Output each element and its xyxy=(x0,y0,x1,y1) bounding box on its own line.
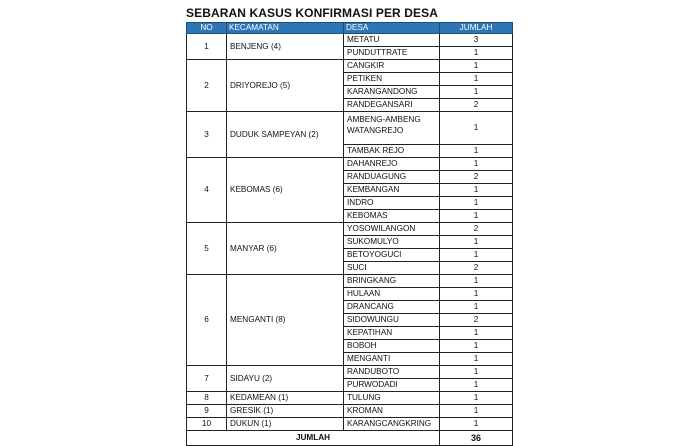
row-jumlah: 1 xyxy=(440,366,513,379)
row-kecamatan: DUKUN (1) xyxy=(227,418,344,431)
row-desa: BOBOH xyxy=(344,340,440,353)
row-desa: CANGKIR xyxy=(344,60,440,73)
row-desa: TAMBAK REJO xyxy=(344,145,440,158)
row-desa: RANDUAGUNG xyxy=(344,171,440,184)
row-desa: SIDOWUNGU xyxy=(344,314,440,327)
row-kecamatan: MANYAR (6) xyxy=(227,223,344,275)
row-desa: BETOYOGUCI xyxy=(344,249,440,262)
row-desa: INDRO xyxy=(344,197,440,210)
row-no: 2 xyxy=(187,60,227,112)
row-jumlah: 1 xyxy=(440,275,513,288)
row-desa: PETIKEN xyxy=(344,73,440,86)
row-jumlah: 1 xyxy=(440,197,513,210)
row-jumlah: 2 xyxy=(440,223,513,236)
row-jumlah: 1 xyxy=(440,60,513,73)
row-no: 3 xyxy=(187,112,227,158)
total-value: 36 xyxy=(440,431,513,446)
row-kecamatan: DUDUK SAMPEYAN (2) xyxy=(227,112,344,158)
row-jumlah: 2 xyxy=(440,171,513,184)
row-desa: KARANGCANGKRING xyxy=(344,418,440,431)
row-desa: METATU xyxy=(344,34,440,47)
row-jumlah: 1 xyxy=(440,379,513,392)
table-header-row xyxy=(187,23,513,34)
row-desa: KARANGANDONG xyxy=(344,86,440,99)
row-jumlah: 1 xyxy=(440,301,513,314)
row-jumlah: 1 xyxy=(440,405,513,418)
row-kecamatan: GRESIK (1) xyxy=(227,405,344,418)
row-no: 6 xyxy=(187,275,227,366)
row-desa: RANDUBOTO xyxy=(344,366,440,379)
row-jumlah: 1 xyxy=(440,353,513,366)
row-jumlah: 1 xyxy=(440,288,513,301)
row-jumlah: 1 xyxy=(440,327,513,340)
row-jumlah: 1 xyxy=(440,210,513,223)
row-jumlah: 1 xyxy=(440,418,513,431)
row-desa: KEMBANGAN xyxy=(344,184,440,197)
row-desa: AMBENG-AMBENG WATANGREJO xyxy=(344,112,440,145)
row-kecamatan: MENGANTI (8) xyxy=(227,275,344,366)
table-body xyxy=(187,34,513,431)
row-desa: MENGANTI xyxy=(344,353,440,366)
row-desa: KROMAN xyxy=(344,405,440,418)
cases-table xyxy=(186,22,513,446)
row-no: 5 xyxy=(187,223,227,275)
table-row xyxy=(187,275,513,288)
row-jumlah: 1 xyxy=(440,112,513,145)
row-jumlah: 2 xyxy=(440,99,513,112)
row-desa: DRANCANG xyxy=(344,301,440,314)
row-desa: PUNDUTTRATE xyxy=(344,47,440,60)
row-jumlah: 1 xyxy=(440,236,513,249)
page-title: SEBARAN KASUS KONFIRMASI PER DESA xyxy=(186,6,438,20)
row-jumlah: 1 xyxy=(440,184,513,197)
header-jumlah: JUMLAH xyxy=(440,23,513,34)
row-desa: SUCI xyxy=(344,262,440,275)
header-no: NO xyxy=(187,23,227,34)
row-jumlah: 1 xyxy=(440,340,513,353)
row-jumlah: 2 xyxy=(440,314,513,327)
row-jumlah: 1 xyxy=(440,73,513,86)
table-row xyxy=(187,366,513,379)
row-desa: KEBOMAS xyxy=(344,210,440,223)
header-kecamatan: KECAMATAN xyxy=(227,23,344,34)
row-kecamatan: KEDAMEAN (1) xyxy=(227,392,344,405)
row-desa: SUKOMULYO xyxy=(344,236,440,249)
row-jumlah: 2 xyxy=(440,262,513,275)
row-desa: PURWODADI xyxy=(344,379,440,392)
row-kecamatan: SIDAYU (2) xyxy=(227,366,344,392)
table-row xyxy=(187,60,513,73)
row-desa: KEPATIHAN xyxy=(344,327,440,340)
row-no: 4 xyxy=(187,158,227,223)
total-label: JUMLAH xyxy=(187,431,440,446)
table-row xyxy=(187,223,513,236)
table-row xyxy=(187,405,513,418)
row-jumlah: 1 xyxy=(440,158,513,171)
row-jumlah: 1 xyxy=(440,392,513,405)
row-desa: BRINGKANG xyxy=(344,275,440,288)
table-row xyxy=(187,34,513,47)
total-row xyxy=(187,431,513,446)
table-row xyxy=(187,158,513,171)
row-jumlah: 3 xyxy=(440,34,513,47)
row-kecamatan: DRIYOREJO (5) xyxy=(227,60,344,112)
row-desa: RANDEGANSARI xyxy=(344,99,440,112)
table-row xyxy=(187,112,513,145)
row-jumlah: 1 xyxy=(440,47,513,60)
row-desa: YOSOWILANGON xyxy=(344,223,440,236)
table-row xyxy=(187,418,513,431)
row-no: 10 xyxy=(187,418,227,431)
table-row xyxy=(187,392,513,405)
row-desa: DAHANREJO xyxy=(344,158,440,171)
row-jumlah: 1 xyxy=(440,145,513,158)
row-kecamatan: KEBOMAS (6) xyxy=(227,158,344,223)
row-desa: TULUNG xyxy=(344,392,440,405)
row-jumlah: 1 xyxy=(440,86,513,99)
row-jumlah: 1 xyxy=(440,249,513,262)
row-no: 8 xyxy=(187,392,227,405)
header-desa: DESA xyxy=(344,23,440,34)
row-desa: HULAAN xyxy=(344,288,440,301)
row-no: 9 xyxy=(187,405,227,418)
row-no: 7 xyxy=(187,366,227,392)
row-kecamatan: BENJENG (4) xyxy=(227,34,344,60)
row-no: 1 xyxy=(187,34,227,60)
